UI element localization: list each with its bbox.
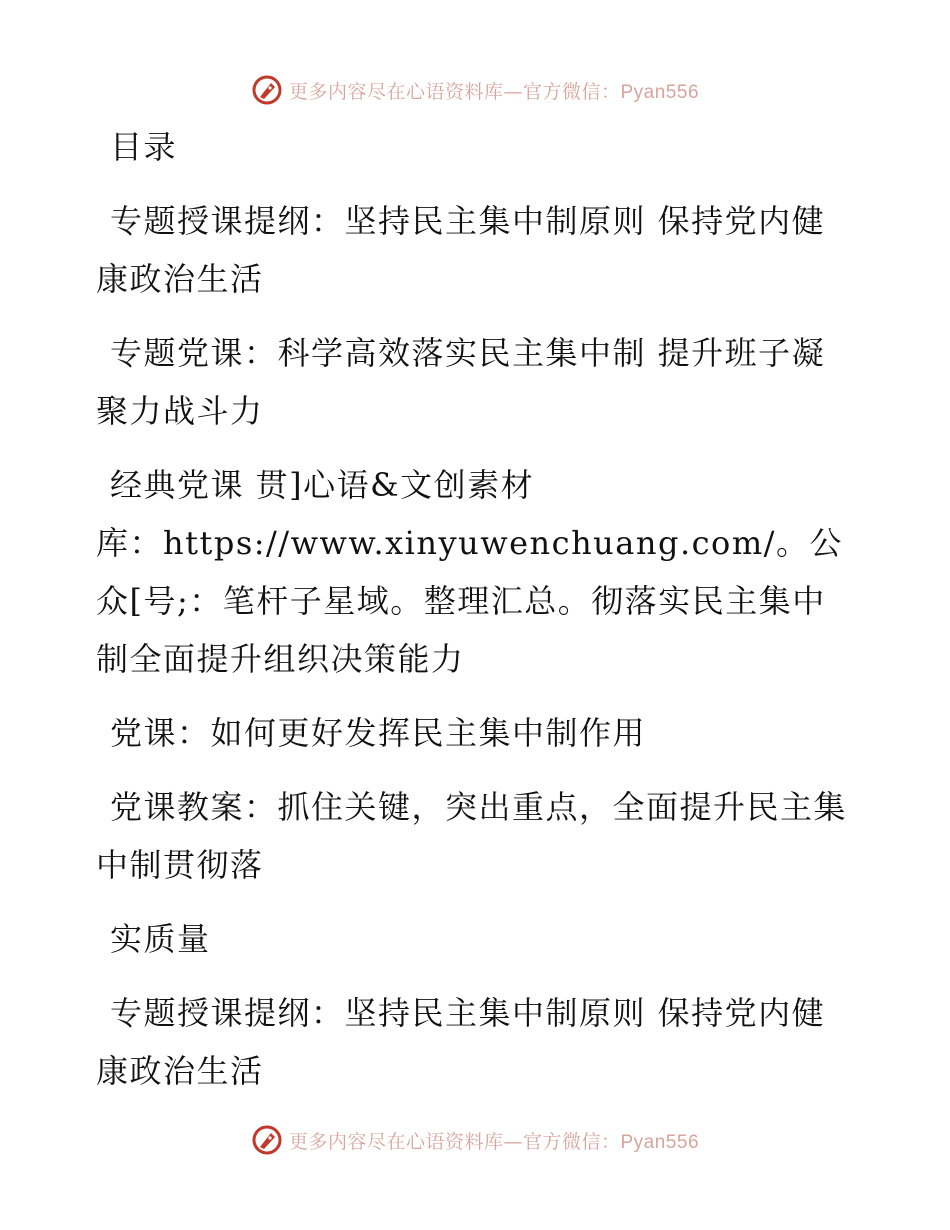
pen-nib-circle-icon	[251, 74, 283, 106]
toc-entry: 党课：如何更好发挥民主集中制作用	[110, 714, 647, 752]
watermark-text: 更多内容尽在心语资料库—官方微信：Pyan556	[288, 1130, 700, 1153]
toc-entry: 专题党课：科学高效落实民主集中制 提升班子凝聚力战斗力	[96, 334, 826, 430]
footer-watermark	[0, 1120, 950, 1160]
header-watermark	[0, 70, 950, 110]
pen-nib-circle-icon	[251, 1124, 283, 1156]
toc-entry: 专题授课提纲：坚持民主集中制原则 保持党内健康政治生活	[96, 202, 826, 298]
toc-entry: 实质量	[110, 920, 211, 958]
document-body	[96, 118, 856, 1116]
toc-entry: 库：https://www.xinyuwenchuang.com/。公众[号;：笔杆子星域。整理汇总。彻落实民主集中制全面提升组织决策能力	[96, 524, 843, 678]
toc-entry: 专题授课提纲：坚持民主集中制原则 保持党内健康政治生活	[96, 994, 826, 1090]
toc-heading: 目录	[110, 128, 178, 166]
toc-entry: 经典党课 贯]心语&文创素材	[110, 466, 535, 504]
watermark-text: 更多内容尽在心语资料库—官方微信：Pyan556	[288, 80, 700, 103]
toc-entry: 党课教案：抓住关键，突出重点，全面提升民主集中制贯彻落	[96, 788, 848, 884]
